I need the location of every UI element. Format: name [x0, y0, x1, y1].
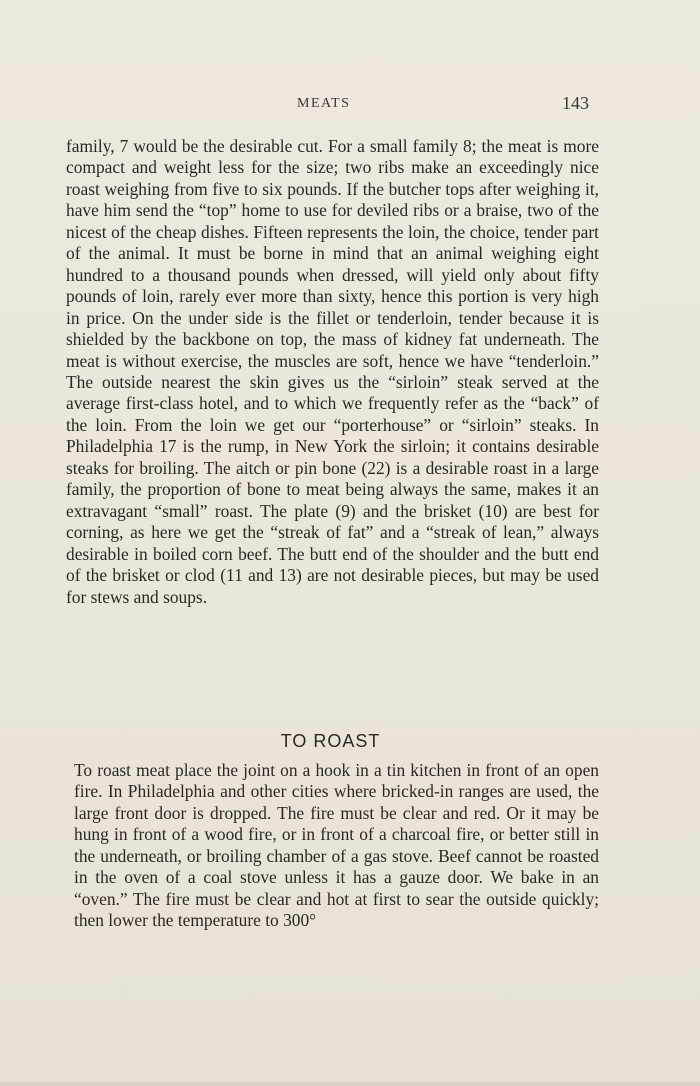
running-title: MEATS	[297, 96, 351, 111]
running-header	[0, 93, 700, 120]
page-bottom-edge	[0, 1082, 700, 1086]
roast-text-block	[74, 760, 599, 932]
section-heading: TO ROAST	[280, 731, 381, 751]
page-number: 143	[562, 93, 589, 113]
paragraph-to-roast: To roast meat place the joint on a hook in a tin kitchen in front of an open fire. In Philadelphia and other cities where bricked-in ranges are used, the large front door is dropped. The fire must be clear and red. Or it may be hung in front of a wood fire, or in front of a charcoal fire, or better still in the underneath, or broiling chamber of a gas stove. Beef cannot be roasted in the oven of a coal stove unless it has a gauze door. We bake in an “oven.” The fire must be clear and hot at first to sear the outside quickly; then lower the temperature to 300°	[74, 760, 599, 931]
body-text-block	[66, 136, 599, 608]
paragraph-meat-cuts: family, 7 would be the desirable cut. For a small family 8; the meat is more compact and weight less for the size; two ribs make an exceedingly nice roast weighing from five to six pounds. If the butcher tops after weighing it, have him send the “top” home to use for deviled ribs or a braise, two of the nicest of the cheap dishes. Fifteen represents the loin, the choice, tender part of the animal. It must be borne in mind that an animal weighing eight hundred to a thousand pounds when dressed, will yield only about fifty pounds of loin, rarely ever more than sixty, hence this portion is very high in price. On the under side is the fillet or tenderloin, tender because it is shielded by the backbone on top, the mass of kidney fat underneath. The meat is without exercise, the muscles are soft, hence we have “tenderloin.” The outside nearest the skin gives us the “sirloin” steak served at the average first-class hotel, and to which we frequently refer as the “back” of the loin. From the loin we get our “porterhouse” or “sirloin” steaks. In Philadelphia 17 is the rump, in New York the sirloin; it contains desirable steaks for broiling. The aitch or pin bone (22) is a desirable roast in a large family, the proportion of bone to meat being always the same, makes it an extravagant “small” roast. The plate (9) and the brisket (10) are best for corning, as here we get the “streak of fat” and a “streak of lean,” always desirable in boiled corn beef. The butt end of the shoulder and the butt end of the brisket or clod (11 and 13) are not desirable pieces, but may be used for stews and soups.	[66, 136, 599, 607]
